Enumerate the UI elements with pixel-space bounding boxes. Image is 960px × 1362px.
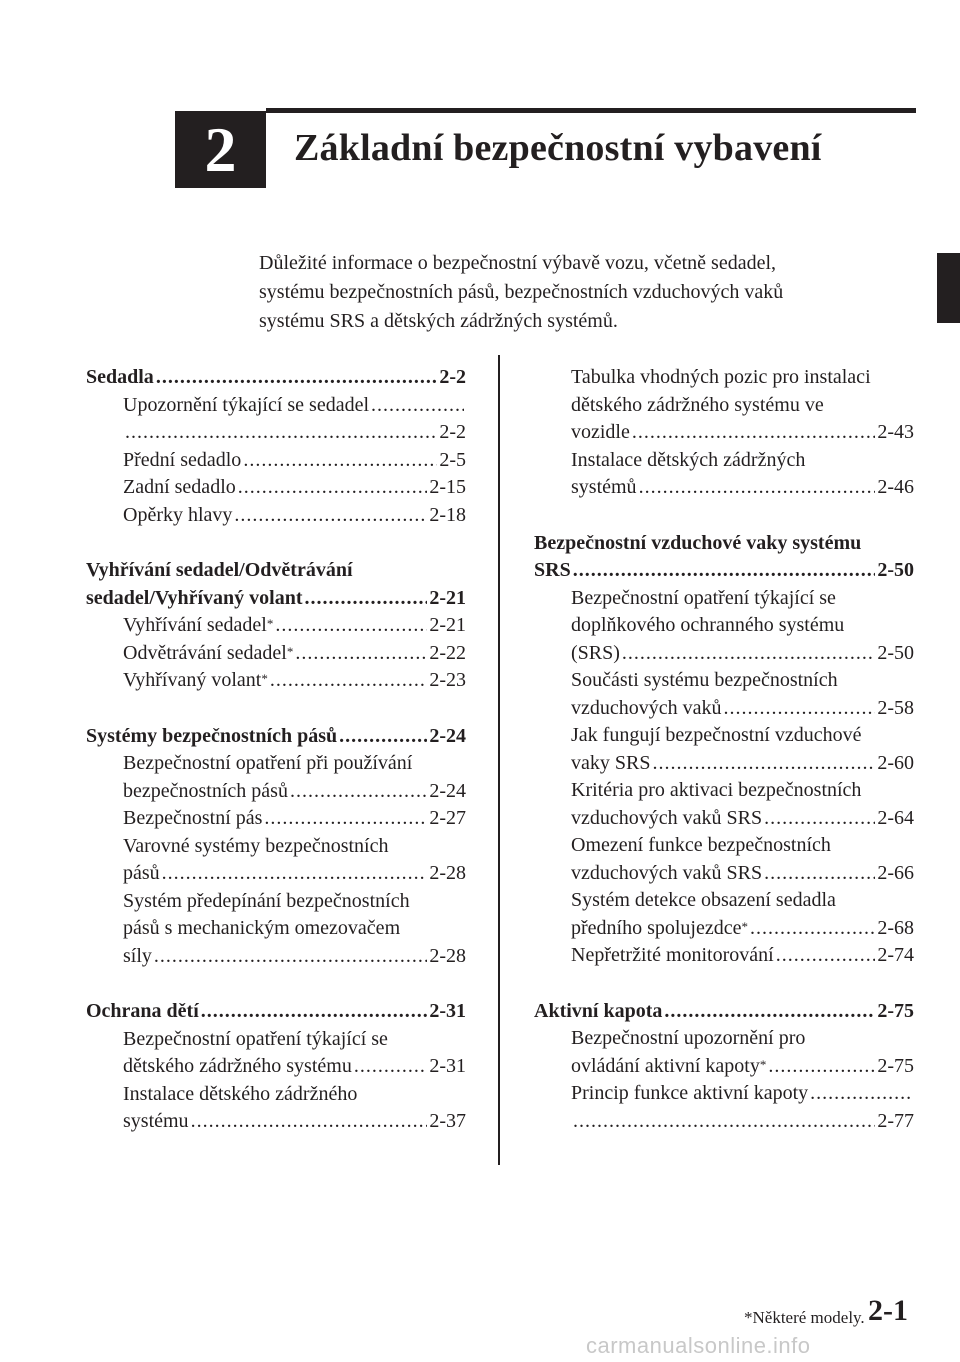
toc-item[interactable]: Tabulka vhodných pozic pro instalaci dětského zádržného systému ve vozidle ..... 2-43	[534, 364, 914, 447]
toc-item[interactable]: Bezpečnostní opatření týkající se doplňkového ochranného systému (SRS) ..... 2-50	[534, 585, 914, 668]
chapter-title: Základní bezpečnostní vybavení	[294, 127, 822, 169]
toc-left-column	[86, 364, 466, 1136]
intro-line: systému SRS a dětských zádržných systémů.	[259, 310, 618, 332]
toc-section-active-bonnet[interactable]: Aktivní kapota ..... 2-75	[534, 998, 914, 1026]
toc-section-heating[interactable]: Vyhřívání sedadel/Odvětrávání sedadel/Vyhřívaný volant ..... 2-21	[86, 557, 466, 612]
toc-item[interactable]: Omezení funkce bezpečnostních vzduchových vaků SRS ..... 2-66	[534, 832, 914, 887]
footnote: *Některé modely.	[744, 1308, 865, 1327]
toc-item[interactable]: Instalace dětského zádržného systému ..... 2-37	[86, 1081, 466, 1136]
toc-item[interactable]: Instalace dětských zádržných systémů ..... 2-46	[534, 447, 914, 502]
toc-item[interactable]: Vyhřívání sedadel* ..... 2-21	[86, 612, 466, 640]
toc-item[interactable]: Bezpečnostní opatření při používání bezpečnostních pásů ..... 2-24	[86, 750, 466, 805]
toc-item[interactable]: Systém předepínání bezpečnostních pásů s mechanickým omezovačem síly ..... 2-28	[86, 888, 466, 971]
toc-item[interactable]: Opěrky hlavy ..... 2-18	[86, 502, 466, 530]
toc-section-airbags[interactable]: Bezpečnostní vzduchové vaky systému SRS ..... 2-50	[534, 530, 914, 585]
toc-item[interactable]: Bezpečnostní pás ..... 2-27	[86, 805, 466, 833]
toc-item[interactable]: Princip funkce aktivní kapoty ..... ..... 2-77	[534, 1080, 914, 1135]
toc-item[interactable]: Varovné systémy bezpečnostních pásů ..... 2-28	[86, 833, 466, 888]
toc-item[interactable]: Součásti systému bezpečnostních vzduchových vaků ..... 2-58	[534, 667, 914, 722]
toc-item[interactable]: Zadní sedadlo ..... 2-15	[86, 474, 466, 502]
intro-line: Důležité informace o bezpečnostní výbavě vozu, včetně sedadel,	[259, 252, 777, 274]
toc-item[interactable]: Kritéria pro aktivaci bezpečnostních vzduchových vaků SRS ..... 2-64	[534, 777, 914, 832]
column-divider	[498, 355, 500, 1165]
toc-item[interactable]: Upozornění týkající se sedadel ..... ..... 2-2	[86, 392, 466, 447]
toc-section-child-safety[interactable]: Ochrana dětí ..... 2-31	[86, 998, 466, 1026]
page-number: 2-1	[868, 1294, 908, 1327]
intro-line: systému bezpečnostních pásů, bezpečnostních vzduchových vaků	[259, 281, 784, 303]
section-tab-marker	[937, 253, 960, 323]
chapter-number: 2	[204, 113, 237, 185]
toc-item[interactable]: Jak fungují bezpečnostní vzduchové vaky SRS ..... 2-60	[534, 722, 914, 777]
chapter-intro	[259, 249, 899, 336]
toc-section-seats[interactable]: Sedadla ..... 2-2	[86, 364, 466, 392]
toc-item[interactable]: Nepřetržité monitorování ..... 2-74	[534, 942, 914, 970]
toc-item[interactable]: Přední sedadlo ..... 2-5	[86, 447, 466, 475]
watermark: carmanualsonline.info	[586, 1333, 811, 1358]
toc-item[interactable]: Systém detekce obsazení sedadla předního spolujezdce* ..... 2-68	[534, 887, 914, 942]
header-rule	[266, 108, 916, 113]
toc-section-seatbelts[interactable]: Systémy bezpečnostních pásů ..... 2-24	[86, 723, 466, 751]
toc-item[interactable]: Bezpečnostní upozornění pro ovládání aktivní kapoty* ..... 2-75	[534, 1025, 914, 1080]
toc-item[interactable]: Odvětrávání sedadel* ..... 2-22	[86, 640, 466, 668]
toc-item[interactable]: Vyhřívaný volant* ..... 2-23	[86, 667, 466, 695]
chapter-number-box	[175, 111, 266, 188]
toc-right-column	[534, 364, 914, 1135]
toc-item[interactable]: Bezpečnostní opatření týkající se dětského zádržného systému ..... 2-31	[86, 1026, 466, 1081]
